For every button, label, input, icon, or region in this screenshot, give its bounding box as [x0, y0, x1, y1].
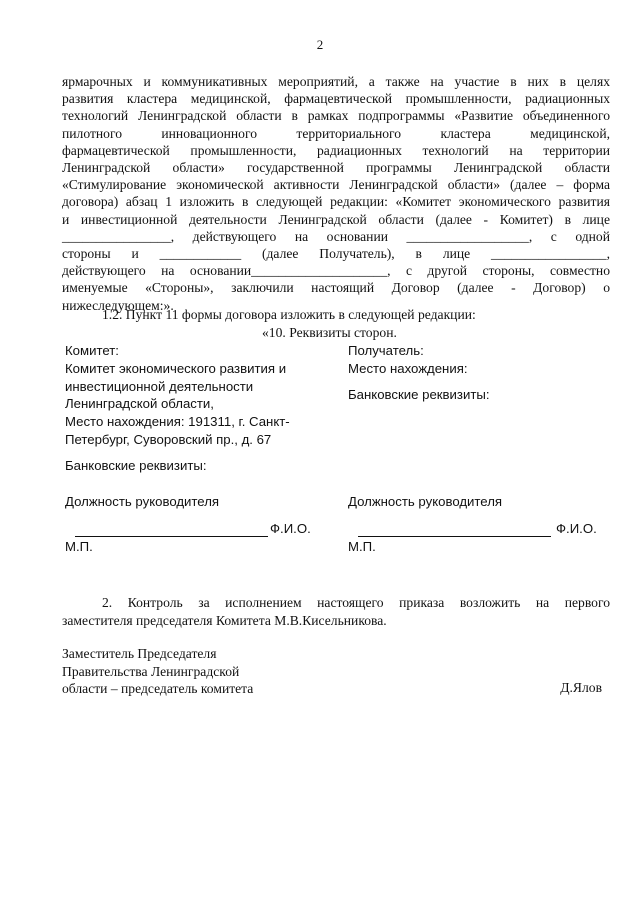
signer-title — [62, 645, 253, 698]
left-party-line: Петербург, Суворовский пр., д. 67 — [65, 431, 272, 447]
control-paragraph — [62, 594, 610, 629]
control-line: 2. Контроль за исполнением настоящего приказа возложить на первого — [102, 595, 610, 610]
intro-line: «Стимулирование экономической активности Ленинградской области» (далее – форма — [62, 177, 610, 193]
left-bank-label: Банковские реквизиты: — [65, 458, 207, 473]
left-position-label: Должность руководителя — [65, 494, 220, 509]
intro-line: нижеследующем:». — [62, 297, 174, 313]
intro-line: технологий Ленинградской области в рамках подпрограммы «Развитие объединенного — [62, 108, 610, 124]
signer-line: Правительства Ленинградской — [62, 663, 240, 679]
control-line: заместителя председателя Комитета М.В.Кисельникова. — [62, 612, 387, 628]
section-title: «10. Реквизиты сторон. — [262, 325, 397, 340]
intro-line: договора) абзац 1 изложить в следующей редакции: «Комитет экономического развития — [62, 194, 610, 210]
intro-line: действующего на основании____________________, с другой стороны, совместно — [62, 263, 610, 279]
left-fio-label: Ф.И.О. — [270, 521, 311, 536]
intro-line: пилотного инновационного территориального кластера медицинской, — [62, 125, 610, 141]
right-stamp-label: М.П. — [348, 539, 376, 554]
intro-line: развития кластера медицинской, фармацевтической промышленности, радиационных — [62, 91, 610, 107]
right-position-label: Должность руководителя — [348, 494, 503, 509]
right-fio-label: Ф.И.О. — [556, 521, 597, 536]
right-signature-line — [358, 536, 551, 537]
left-party-details — [65, 342, 335, 449]
left-stamp-label: М.П. — [65, 539, 93, 554]
intro-line: Ленинградской области» государственной программы Ленинградской области — [62, 160, 610, 176]
signer-name: Д.Ялов — [560, 680, 602, 695]
item-1-2: 1.2. Пункт 11 формы договора изложить в следующей редакции: — [102, 307, 476, 322]
left-party-line: Комитет экономического развития и — [65, 360, 287, 376]
left-party-line: Комитет: — [65, 343, 119, 358]
right-party-line: Получатель: — [348, 343, 424, 358]
intro-line: стороны и ____________ (далее Получатель), в лице _________________, — [62, 246, 610, 262]
intro-line: ярмарочных и коммуникативных мероприятий, а также на участие в них в целях — [62, 74, 610, 89]
right-bank-label: Банковские реквизиты: — [348, 387, 490, 402]
right-party-details — [348, 342, 608, 378]
intro-line: и инвестиционной деятельности Ленинградской области (далее - Комитет) в лице — [62, 211, 610, 227]
left-party-line: Место нахождения: 191311, г. Санкт- — [65, 414, 290, 430]
intro-line: именуемые «Стороны», заключили настоящий Договор (далее - Договор) о — [62, 280, 610, 296]
page-number: 2 — [316, 37, 324, 52]
right-party-line: Место нахождения: — [348, 360, 468, 376]
intro-paragraph — [62, 73, 610, 314]
signer-line: области – председатель комитета — [62, 681, 254, 697]
signer-line: Заместитель Председателя — [62, 646, 217, 661]
left-party-line: инвестиционной деятельности — [65, 378, 254, 394]
left-party-line: Ленинградской области, — [65, 396, 214, 412]
left-signature-line — [75, 536, 268, 537]
intro-line: ________________, действующего на основании __________________, с одной — [62, 228, 610, 244]
intro-line: фармацевтической промышленности, радиационных технологий на территории — [62, 142, 610, 158]
